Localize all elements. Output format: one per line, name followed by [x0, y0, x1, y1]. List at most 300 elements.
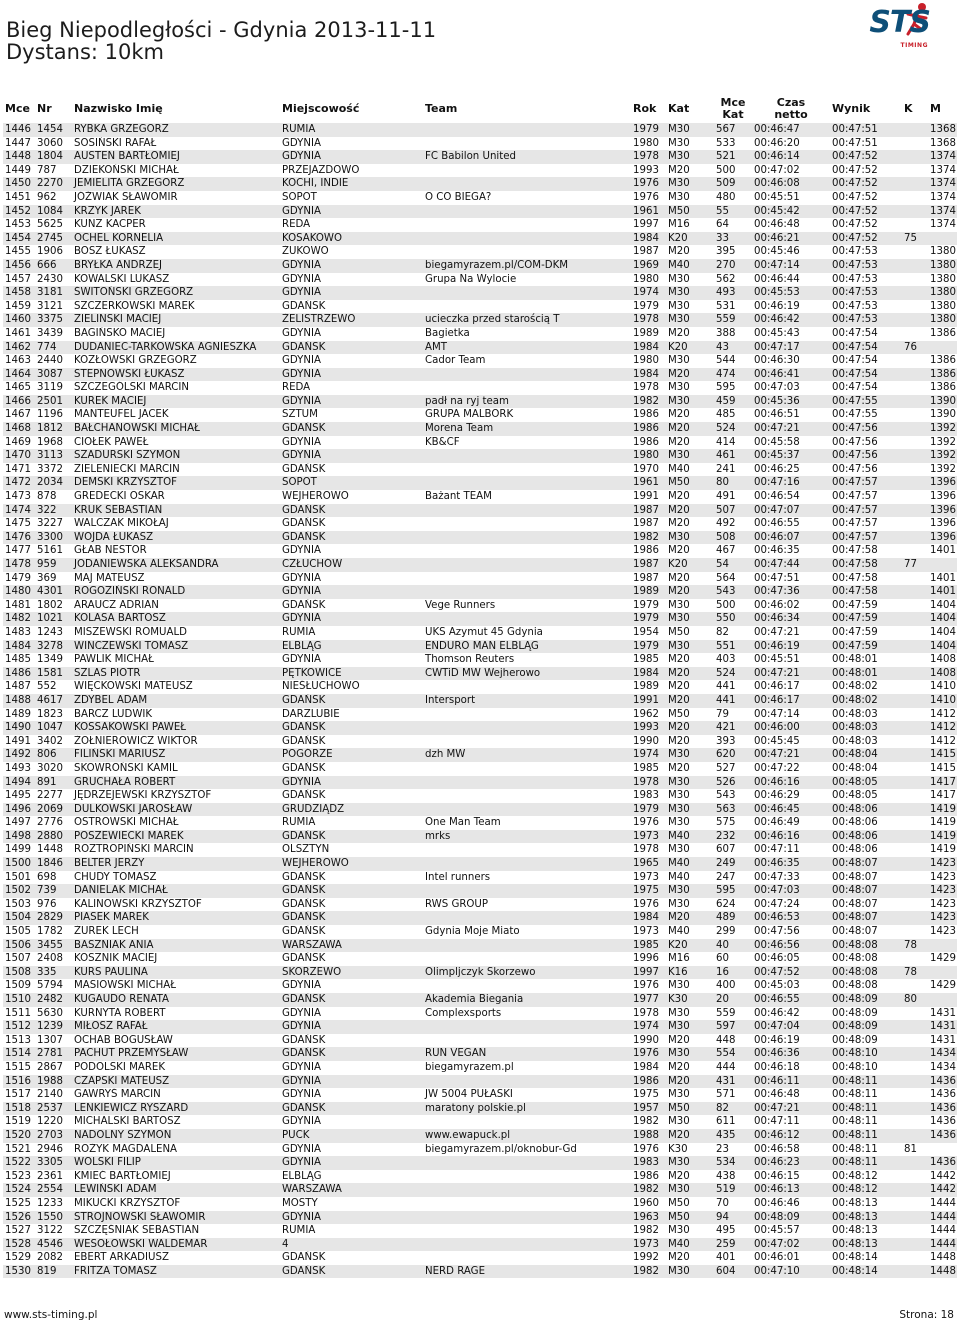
cell-women-place: 80 [902, 993, 928, 1007]
cell-name: KOZŁOWSKI GRZEGORZ [74, 355, 197, 367]
cell-place: 1499 [5, 844, 31, 856]
cell-bib: 2482 [35, 993, 72, 1007]
cell-team: www.ewapuck.pl [423, 1129, 631, 1143]
cell-team: Thomson Reuters [425, 654, 515, 666]
cell-city: GDYNIA [280, 395, 423, 409]
cell-city: RUMIA [282, 1225, 316, 1237]
cell-net-time: 00:47:10 [752, 1265, 830, 1279]
cell-net-time: 00:47:21 [752, 748, 830, 762]
cell-category-place: 461 [714, 449, 752, 463]
cell-category: M30 [666, 803, 714, 817]
cell-category: M30 [666, 776, 714, 790]
cell-result: 00:48:14 [832, 1252, 878, 1264]
cell-city: SOPOT [282, 191, 317, 203]
cell-category-place: 441 [716, 681, 736, 693]
cell-name: DUDANIEC-TARKOWSKA AGNIESZKA [72, 341, 280, 355]
cell-bib: 878 [37, 491, 57, 503]
cell-city: REDA [282, 382, 311, 394]
cell-team: FC Babilon United [423, 150, 631, 164]
cell-net-time: 00:47:51 [754, 572, 800, 584]
cell-place: 1475 [5, 518, 31, 530]
cell-category: M30 [666, 748, 714, 762]
cell-net-time: 00:46:35 [752, 857, 830, 871]
cell-place: 1490 [3, 721, 35, 735]
cell-team [423, 612, 631, 626]
cell-category-place: 519 [714, 1183, 752, 1197]
cell-city: GDYNIA [282, 1089, 321, 1101]
cell-city: ELBLĄG [282, 1170, 322, 1182]
cell-net-time: 00:47:21 [752, 667, 830, 681]
cell-team [423, 708, 631, 722]
cell-city: GDYNIA [282, 273, 321, 285]
cell-men-place: 1442 [930, 1170, 956, 1182]
cell-category-place: 543 [714, 585, 752, 599]
cell-net-time: 00:47:04 [752, 1020, 830, 1034]
cell-men-place: 1412 [930, 708, 956, 720]
cell-city: GDAŃSK [282, 871, 326, 883]
table-row [3, 463, 957, 477]
cell-category: M30 [666, 531, 714, 545]
cell-women-place [902, 1115, 928, 1129]
cell-result: 00:47:54 [832, 327, 878, 339]
table-row [3, 871, 957, 885]
cell-name: CIOŁEK PAWEŁ [74, 436, 149, 448]
cell-place: 1479 [5, 572, 31, 584]
cell-place: 1512 [3, 1020, 35, 1034]
cell-men-place: 1374 [930, 219, 956, 231]
cell-net-time: 00:46:23 [752, 1156, 830, 1170]
cell-net-time: 00:47:14 [752, 259, 830, 273]
table-row [3, 1183, 957, 1197]
cell-category: M20 [668, 572, 690, 584]
cell-year: 1987 [633, 572, 659, 584]
cell-bib: 2501 [35, 395, 72, 409]
cell-bib: 1782 [37, 926, 63, 938]
cell-team: mrks [423, 830, 631, 844]
cell-team [423, 1075, 631, 1089]
cell-result: 00:47:59 [832, 626, 878, 638]
table-row [3, 245, 957, 259]
cell-result: 00:48:13 [832, 1225, 878, 1237]
cell-category: M16 [668, 953, 690, 965]
cell-year: 1976 [633, 1143, 659, 1155]
cell-women-place [902, 1034, 928, 1048]
cell-team [423, 952, 631, 966]
cell-bib: 5161 [37, 545, 63, 557]
cell-place: 1520 [3, 1129, 35, 1143]
cell-men-place: 1392 [930, 436, 956, 448]
cell-category-place: 554 [714, 1047, 752, 1061]
cell-net-time: 00:46:48 [754, 1089, 800, 1101]
cell-men-place: 1423 [930, 871, 956, 883]
cell-category: M30 [668, 1007, 690, 1019]
cell-net-time: 00:46:18 [754, 1061, 800, 1073]
cell-name: ZIELINSKI MACIEJ [72, 313, 280, 327]
cell-women-place [902, 205, 928, 219]
cell-place: 1457 [5, 273, 31, 285]
cell-name: LENKIEWICZ RYSZARD [72, 1102, 280, 1116]
cell-result: 00:48:11 [830, 1102, 902, 1116]
cell-team [423, 721, 631, 735]
cell-bib: 1988 [35, 1075, 72, 1089]
cell-year: 1984 [631, 341, 666, 355]
cell-category-place: 393 [716, 735, 736, 747]
cell-category-place: 533 [716, 137, 736, 149]
cell-city: GDAŃSK [280, 504, 423, 518]
cell-year: 1991 [631, 694, 666, 708]
cell-result: 00:48:11 [832, 1089, 878, 1101]
cell-city: GDAŃŚK [282, 599, 326, 611]
cell-team [423, 1020, 631, 1034]
cell-men-place [928, 341, 957, 355]
cell-bib: 1802 [37, 599, 63, 611]
cell-men-place: 1417 [930, 776, 956, 788]
cell-city: WARSZAWA [280, 939, 423, 953]
cell-result: 00:48:01 [832, 654, 878, 666]
cell-category-place: 524 [714, 667, 752, 681]
cell-city: SZTUM [282, 409, 318, 421]
cell-city: GDAŃSK [280, 911, 423, 925]
cell-place: 1486 [3, 667, 35, 681]
cell-place: 1455 [5, 246, 31, 258]
cell-place: 1507 [5, 953, 31, 965]
cell-category: M20 [666, 667, 714, 681]
cell-category-place: 16 [714, 966, 752, 980]
cell-year: 1990 [633, 735, 659, 747]
cell-category: M20 [666, 911, 714, 925]
cell-net-time: 00:46:14 [752, 150, 830, 164]
cell-place: 1523 [5, 1170, 31, 1182]
cell-result: 00:48:11 [830, 1129, 902, 1143]
cell-men-place: 1448 [930, 1265, 956, 1277]
cell-net-time: 00:46:02 [754, 599, 800, 611]
cell-category: M30 [668, 844, 690, 856]
cell-place: 1509 [5, 980, 31, 992]
cell-net-time: 00:46:58 [754, 1143, 800, 1155]
footer-url[interactable]: www.sts-timing.pl [4, 1309, 98, 1321]
cell-bib: 2069 [35, 803, 72, 817]
cell-category: M40 [666, 857, 714, 871]
cell-bib: 1084 [35, 205, 72, 219]
cell-place: 1449 [5, 164, 31, 176]
table-row [3, 843, 957, 857]
cell-category-place: 474 [714, 368, 752, 382]
cell-bib: 322 [35, 504, 72, 518]
cell-women-place: 78 [902, 939, 928, 953]
cell-category-place: 604 [714, 1265, 752, 1279]
cell-year: 1976 [633, 898, 659, 910]
cell-bib: 1220 [37, 1116, 63, 1128]
cell-team [423, 911, 631, 925]
cell-city: GDYNIA [280, 612, 423, 626]
cell-result: 00:47:55 [830, 395, 902, 409]
cell-women-place [902, 531, 928, 545]
cell-place: 1517 [5, 1089, 31, 1101]
cell-name: PODOLSKI MAREK [74, 1061, 166, 1073]
cell-bib: 3372 [37, 463, 63, 475]
cell-women-place [902, 218, 928, 232]
cell-year: 1986 [633, 1170, 659, 1182]
cell-category: M50 [668, 1197, 690, 1209]
cell-men-place: 1408 [930, 667, 956, 679]
cell-name: MIKUCKI KRZYSZTOF [74, 1197, 181, 1209]
cell-result: 00:47:54 [830, 368, 902, 382]
cell-category: M20 [666, 504, 714, 518]
cell-net-time: 00:46:12 [752, 1129, 830, 1143]
cell-place: 1525 [5, 1197, 31, 1209]
cell-city: MOSTY [282, 1197, 318, 1209]
cell-bib: 774 [35, 341, 72, 355]
cell-women-place [902, 259, 928, 273]
cell-team [423, 463, 631, 477]
cell-bib: 2703 [35, 1129, 72, 1143]
logo [862, 0, 952, 62]
cell-women-place [902, 1020, 928, 1034]
cell-category: M30 [666, 1156, 714, 1170]
cell-city: GDYNIA [280, 449, 423, 463]
cell-name: GŁAB NESTOR [74, 545, 147, 557]
cell-women-place [902, 504, 928, 518]
cell-women-place [902, 789, 928, 803]
cell-result: 00:48:05 [832, 790, 878, 802]
cell-team: biegamyrazem.pl/oknobur-Gd [425, 1143, 577, 1155]
cell-place: 1526 [3, 1211, 35, 1225]
cell-men-place: 1374 [930, 191, 956, 203]
cell-team: Gdynia Moje Miato [425, 926, 520, 938]
cell-city: GDYNIA [280, 776, 423, 790]
cell-name: BELTER JERZY [72, 857, 280, 871]
cell-year: 1979 [633, 300, 659, 312]
table-row [3, 626, 957, 640]
cell-men-place: 1396 [930, 504, 956, 516]
cell-men-place: 1434 [930, 1061, 956, 1073]
cell-year: 1985 [631, 939, 666, 953]
cell-bib: 2140 [37, 1089, 63, 1101]
cell-place: 1529 [5, 1252, 31, 1264]
cell-team [423, 776, 631, 790]
cell-name: ROGOZIŃSKI RONALD [72, 585, 280, 599]
cell-bib: 3439 [37, 327, 63, 339]
cell-place: 1483 [5, 626, 31, 638]
cell-bib: 1823 [37, 708, 63, 720]
cell-women-place [902, 1265, 928, 1279]
cell-place: 1516 [3, 1075, 35, 1089]
cell-city: ŻELISTRZEWO [280, 313, 423, 327]
cell-category-place: 64 [716, 219, 729, 231]
cell-year: 1976 [631, 1047, 666, 1061]
table-row [3, 218, 957, 232]
cell-result: 00:48:04 [830, 748, 902, 762]
cell-city: GDYNIA [282, 1116, 321, 1128]
cell-bib: 2946 [37, 1143, 63, 1155]
cell-team [423, 381, 631, 395]
cell-women-place [902, 898, 928, 912]
cell-women-place [902, 1061, 928, 1075]
table-row [3, 708, 957, 722]
cell-team [423, 544, 631, 558]
table-row [3, 449, 957, 463]
cell-place: 1527 [5, 1225, 31, 1237]
cell-men-place [928, 993, 957, 1007]
cell-men-place: 1386 [930, 327, 956, 339]
table-row [3, 1224, 957, 1238]
cell-women-place [902, 708, 928, 722]
cell-place: 1530 [3, 1265, 35, 1279]
cell-place: 1489 [5, 708, 31, 720]
cell-city: REDA [282, 219, 311, 231]
cell-women-place [902, 1088, 928, 1102]
cell-name: SKOWROŃSKI KAMIL [74, 762, 178, 774]
cell-men-place: 1390 [930, 409, 956, 421]
cell-year: 1980 [633, 273, 659, 285]
table-row [3, 748, 957, 762]
cell-bib: 5625 [37, 219, 63, 231]
cell-result: 00:47:53 [832, 300, 878, 312]
cell-team [423, 286, 631, 300]
cell-city: GDYNIA [282, 545, 321, 557]
cell-name: RYBKA GRZEGORZ [72, 123, 280, 137]
cell-net-time: 00:47:03 [752, 884, 830, 898]
table-row [3, 191, 957, 205]
cell-city: GDAŃSK [280, 1102, 423, 1116]
cell-category: M30 [666, 640, 714, 654]
table-header [3, 96, 957, 123]
cell-year: 1984 [631, 368, 666, 382]
cell-city: GDAŃSK [280, 341, 423, 355]
cell-women-place [902, 286, 928, 300]
cell-men-place: 1412 [930, 722, 956, 734]
page-number: Strona: 18 [899, 1309, 954, 1321]
cell-place: 1485 [5, 654, 31, 666]
cell-men-place: 1396 [930, 518, 956, 530]
cell-women-place [902, 354, 928, 368]
cell-result: 00:47:53 [830, 286, 902, 300]
cell-net-time: 00:46:15 [754, 1170, 800, 1182]
cell-city: SKORZEWO [280, 966, 423, 980]
cell-result: 00:48:03 [830, 721, 902, 735]
cell-result: 00:48:08 [832, 953, 878, 965]
cell-name: ARAUCZ ADRIAN [74, 599, 159, 611]
cell-year: 1973 [633, 926, 659, 938]
results-table [3, 96, 957, 1278]
cell-net-time: 00:46:16 [752, 776, 830, 790]
cell-women-place [902, 871, 928, 885]
cell-category: M30 [666, 612, 714, 626]
cell-name: ŚWITOŃSKI GRZEGORZ [72, 286, 280, 300]
table-row [3, 789, 957, 803]
cell-result: 00:48:09 [830, 993, 902, 1007]
cell-category: M30 [668, 382, 690, 394]
cell-team [423, 979, 631, 993]
cell-result: 00:48:04 [832, 762, 878, 774]
cell-place: 1460 [3, 313, 35, 327]
cell-place: 1521 [5, 1143, 31, 1155]
cell-place: 1488 [3, 694, 35, 708]
cell-women-place [902, 694, 928, 708]
cell-place: 1519 [5, 1116, 31, 1128]
cell-men-place: 1429 [930, 980, 956, 992]
cell-result: 00:47:57 [832, 491, 878, 503]
cell-net-time: 00:47:16 [752, 476, 830, 490]
column-header-bib: Nr [37, 102, 52, 115]
cell-category: K30 [668, 1143, 688, 1155]
cell-result: 00:47:58 [832, 572, 878, 584]
cell-women-place [902, 381, 928, 395]
cell-category-place: 543 [716, 790, 736, 802]
cell-women-place: 81 [904, 1143, 917, 1155]
cell-net-time: 00:46:19 [752, 640, 830, 654]
cell-category-place: 527 [716, 762, 736, 774]
cell-women-place: 78 [902, 966, 928, 980]
cell-place: 1506 [3, 939, 35, 953]
cell-bib: 3113 [35, 449, 72, 463]
cell-net-time: 00:46:30 [754, 355, 800, 367]
cell-city: GDAŃSK [282, 953, 326, 965]
cell-city: WEJHEROWO [282, 491, 349, 503]
cell-net-time: 00:45:51 [754, 654, 800, 666]
cell-women-place [902, 653, 928, 667]
cell-men-place: 1410 [930, 681, 956, 693]
cell-category: M40 [666, 1238, 714, 1252]
cell-category: M30 [666, 449, 714, 463]
cell-category: M20 [666, 694, 714, 708]
cell-year: 1976 [633, 980, 659, 992]
cell-category: M30 [666, 150, 714, 164]
cell-city: GDYNIA [282, 355, 321, 367]
cell-men-place: 1434 [930, 1048, 956, 1060]
cell-team [423, 1238, 631, 1252]
cell-women-place [902, 857, 928, 871]
cell-result: 00:48:06 [830, 803, 902, 817]
table-row [3, 327, 957, 341]
cell-place: 1447 [5, 137, 31, 149]
cell-year: 1985 [633, 654, 659, 666]
cell-team: UKS Azymut 45 Gdynia [425, 626, 543, 638]
cell-category-place: 492 [716, 518, 736, 530]
cell-net-time: 00:46:56 [752, 939, 830, 953]
cell-men-place: 1401 [930, 586, 956, 598]
cell-team [423, 789, 631, 803]
cell-team [423, 531, 631, 545]
cell-team [423, 762, 631, 776]
cell-category-place: 495 [716, 1225, 736, 1237]
cell-team: ENDURO MAN ELBLĄG [423, 640, 631, 654]
cell-men-place: 1423 [930, 885, 956, 897]
cell-men-place: 1419 [930, 817, 956, 829]
cell-name: WOLSKI FILIP [72, 1156, 280, 1170]
cell-women-place [902, 843, 928, 857]
cell-category-place: 562 [716, 273, 736, 285]
cell-category-place: 459 [714, 395, 752, 409]
cell-category: M30 [666, 313, 714, 327]
cell-city: GDYNIA [282, 654, 321, 666]
cell-net-time: 00:46:42 [752, 313, 830, 327]
cell-women-place [902, 490, 928, 504]
cell-name: STEPNOWSKI ŁUKASZ [72, 368, 280, 382]
cell-men-place: 1431 [930, 1007, 956, 1019]
cell-name: ŻUREK LECH [74, 926, 139, 938]
cell-year: 1984 [631, 911, 666, 925]
cell-women-place [902, 1156, 928, 1170]
cell-bib: 3121 [37, 300, 63, 312]
cell-category-place: 55 [714, 205, 752, 219]
cell-team [423, 476, 631, 490]
table-row [3, 884, 957, 898]
cell-result: 00:47:53 [830, 259, 902, 273]
cell-category-place: 241 [716, 463, 736, 475]
cell-result: 00:47:51 [832, 137, 878, 149]
cell-category-place: 491 [716, 491, 736, 503]
